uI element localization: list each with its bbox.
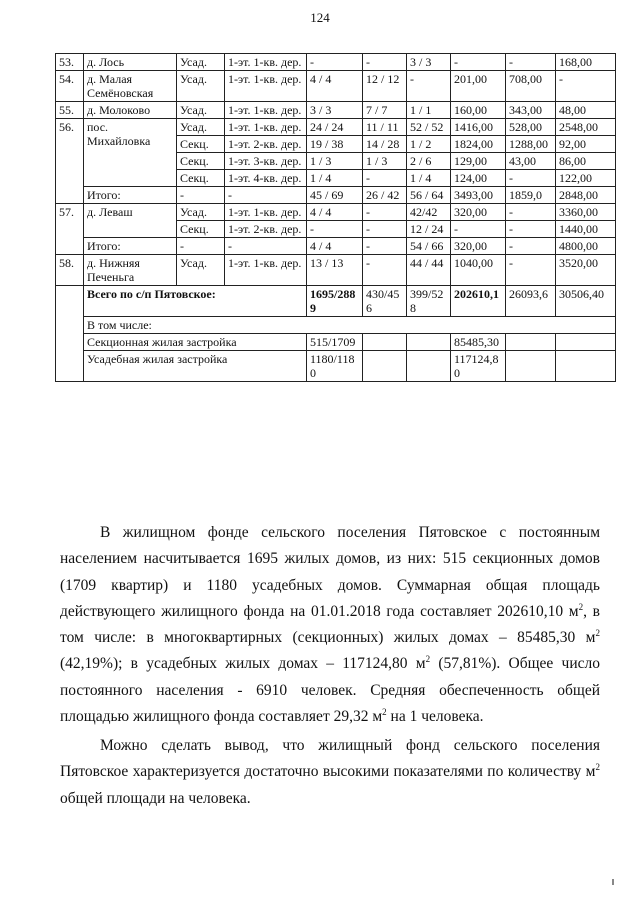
cell-blank [506, 351, 556, 382]
cell-c5: 1288,00 [506, 136, 556, 153]
cell-desc: 1-эт. 2-кв. дер. [225, 221, 307, 238]
cell-c3: 54 / 66 [407, 238, 451, 255]
table-row-subtotal [56, 334, 616, 351]
page-number: 124 [310, 10, 330, 25]
cell-desc: 1-эт. 1-кв. дер. [225, 102, 307, 119]
cell-desc: 1-эт. 2-кв. дер. [225, 136, 307, 153]
cell-c4: 3493,00 [451, 187, 506, 204]
cell-sub-c1: 1180/1180 [307, 351, 363, 382]
cell-desc: 1-эт. 1-кв. дер. [225, 119, 307, 136]
cell-c3: 12 / 24 [407, 221, 451, 238]
cell-desc: - [225, 238, 307, 255]
cell-c5: - [506, 204, 556, 221]
cell-place: Итого: [84, 187, 177, 204]
cell-c3: 52 / 52 [407, 119, 451, 136]
cell-c5: 43,00 [506, 153, 556, 170]
table-row [56, 119, 616, 136]
cell-num: 56. [56, 119, 84, 204]
cell-type: Секц. [177, 136, 225, 153]
cell-sub-c1: 515/1709 [307, 334, 363, 351]
cell-c6: 92,00 [556, 136, 616, 153]
cell-blank [556, 351, 616, 382]
cell-c4: 124,00 [451, 170, 506, 187]
cell-c5: - [506, 238, 556, 255]
cell-type: Усад. [177, 71, 225, 102]
cell-c1: 4 / 4 [307, 71, 363, 102]
cell-desc: 1-эт. 3-кв. дер. [225, 153, 307, 170]
cell-c2: - [363, 54, 407, 71]
cell-desc: 1-эт. 1-кв. дер. [225, 204, 307, 221]
cell-c6: - [556, 71, 616, 102]
cell-type: Секц. [177, 153, 225, 170]
cell-c2: 26 / 42 [363, 187, 407, 204]
cell-c1: 19 / 38 [307, 136, 363, 153]
cell-c5: - [506, 255, 556, 286]
cell-c3: 44 / 44 [407, 255, 451, 286]
table-row [56, 255, 616, 286]
cell-c5: 343,00 [506, 102, 556, 119]
cell-c4: 320,00 [451, 238, 506, 255]
cell-blank [556, 334, 616, 351]
cell-c4: - [451, 221, 506, 238]
cell-c1: 4 / 4 [307, 238, 363, 255]
cell-sub-label: Усадебная жилая застройка [84, 351, 307, 382]
cell-sub-c4: 85485,30 [451, 334, 506, 351]
housing-stock-table [55, 53, 616, 382]
cell-c4: 201,00 [451, 71, 506, 102]
cell-type: Усад. [177, 119, 225, 136]
cell-place: д. Леваш [84, 204, 177, 238]
cell-type: Усад. [177, 204, 225, 221]
cell-c2: - [363, 170, 407, 187]
cell-c1: 13 / 13 [307, 255, 363, 286]
cell-desc: - [225, 187, 307, 204]
cell-num: 58. [56, 255, 84, 286]
cell-c1: - [307, 54, 363, 71]
cell-c2: 14 / 28 [363, 136, 407, 153]
cell-c4: - [451, 54, 506, 71]
cell-c5: 1859,0 [506, 187, 556, 204]
cell-c6: 4800,00 [556, 238, 616, 255]
cell-blank [407, 351, 451, 382]
cell-c3: - [407, 71, 451, 102]
cell-type: - [177, 238, 225, 255]
cell-c3: 56 / 64 [407, 187, 451, 204]
cell-total-c3: 399/528 [407, 286, 451, 317]
table-row [56, 238, 616, 255]
cell-place: Итого: [84, 238, 177, 255]
cell-c4: 1416,00 [451, 119, 506, 136]
cell-num: 54. [56, 71, 84, 102]
cell-type: - [177, 187, 225, 204]
cell-c1: - [307, 221, 363, 238]
cell-c1: 4 / 4 [307, 204, 363, 221]
cell-c2: 1 / 3 [363, 153, 407, 170]
cell-c2: 7 / 7 [363, 102, 407, 119]
cell-c5: 708,00 [506, 71, 556, 102]
cell-c6: 2548,00 [556, 119, 616, 136]
cell-c3: 2 / 6 [407, 153, 451, 170]
cell-place: пос. Михайловка [84, 119, 177, 187]
cell-type: Секц. [177, 221, 225, 238]
table-row-including [56, 317, 616, 334]
cell-sub-c4: 117124,80 [451, 351, 506, 382]
cell-c6: 86,00 [556, 153, 616, 170]
cell-c2: - [363, 204, 407, 221]
cell-desc: 1-эт. 1-кв. дер. [225, 71, 307, 102]
cell-blank [506, 334, 556, 351]
paragraph-housing-summary: В жилищном фонде сельского поселения Пятовское с постоянным населением насчитывается 1695 жилых домов, из них: 515 секционных домов (1709 квартир) и 1180 усадебных домов. Суммарная общая площадь действующего жилищного фонда на 01.01.2018 года составляет 202610,10 $м^2$, в том числе: в многоквартирных (секционных) жилых домах – 85485,30 $м^2$ (42,19%); в усадебных жилых домах – 117124,80 $м^2$ (57,81%). Общее число постоянного населения - 6910 человек. Средняя обеспеченность общей площадью жилищного фонда составляет 29,32 $м^2$ на 1 человека. [60, 524, 600, 726]
cell-total-label: Всего по с/п Пятовское: [84, 286, 307, 317]
paragraph-conclusion: Можно сделать вывод, что жилищный фонд сельского поселения Пятовское характеризуется достаточно высокими показателями по количеству $м^2$ общей площади на человека. [60, 737, 600, 807]
cell-c4: 320,00 [451, 204, 506, 221]
table-row [56, 204, 616, 221]
cell-c6: 122,00 [556, 170, 616, 187]
cell-c6: 3360,00 [556, 204, 616, 221]
cell-c2: - [363, 255, 407, 286]
cell-c6: 3520,00 [556, 255, 616, 286]
cell-total-c6: 30506,40 [556, 286, 616, 317]
cell-place: д. Молоково [84, 102, 177, 119]
cell-c6: 2848,00 [556, 187, 616, 204]
cell-place: д. Малая Семёновская [84, 71, 177, 102]
cell-place: д. Лось [84, 54, 177, 71]
cell-total-c4: 202610,1 [451, 286, 506, 317]
table-row-total [56, 286, 616, 317]
cell-desc: 1-эт. 4-кв. дер. [225, 170, 307, 187]
cell-c2: 11 / 11 [363, 119, 407, 136]
cell-total-c5: 26093,6 [506, 286, 556, 317]
table-row [56, 187, 616, 204]
cell-c2: - [363, 221, 407, 238]
cell-c3: 3 / 3 [407, 54, 451, 71]
table-row-subtotal [56, 351, 616, 382]
cell-place: д. Нижняя Печеньга [84, 255, 177, 286]
cell-c1: 1 / 4 [307, 170, 363, 187]
cell-c1: 24 / 24 [307, 119, 363, 136]
cell-blank [363, 351, 407, 382]
cell-c1: 3 / 3 [307, 102, 363, 119]
cell-c3: 1 / 2 [407, 136, 451, 153]
cell-total-c2: 430/456 [363, 286, 407, 317]
cell-c4: 1040,00 [451, 255, 506, 286]
cell-c1: 45 / 69 [307, 187, 363, 204]
cell-blank [56, 286, 84, 382]
cell-c3: 1 / 1 [407, 102, 451, 119]
cell-c4: 129,00 [451, 153, 506, 170]
cell-type: Секц. [177, 170, 225, 187]
cell-blank [363, 334, 407, 351]
cell-c4: 1824,00 [451, 136, 506, 153]
cell-type: Усад. [177, 255, 225, 286]
cell-total-c1: 1695/2889 [307, 286, 363, 317]
cell-desc: 1-эт. 1-кв. дер. [225, 255, 307, 286]
cell-num: 57. [56, 204, 84, 255]
cell-c3: 42/42 [407, 204, 451, 221]
cell-type: Усад. [177, 102, 225, 119]
cell-blank [407, 334, 451, 351]
cell-c3: 1 / 4 [407, 170, 451, 187]
cell-c5: - [506, 54, 556, 71]
cell-c6: 48,00 [556, 102, 616, 119]
cell-c5: - [506, 221, 556, 238]
cell-c2: - [363, 238, 407, 255]
cell-c1: 1 / 3 [307, 153, 363, 170]
table-row [56, 71, 616, 102]
cell-desc: 1-эт. 1-кв. дер. [225, 54, 307, 71]
cell-c2: 12 / 12 [363, 71, 407, 102]
cell-type: Усад. [177, 54, 225, 71]
cell-c5: 528,00 [506, 119, 556, 136]
cell-num: 55. [56, 102, 84, 119]
cell-num: 53. [56, 54, 84, 71]
cell-c6: 168,00 [556, 54, 616, 71]
scan-mark [612, 879, 614, 885]
cell-c5: - [506, 170, 556, 187]
cell-c4: 160,00 [451, 102, 506, 119]
cell-c6: 1440,00 [556, 221, 616, 238]
cell-sub-label: Секционная жилая застройка [84, 334, 307, 351]
cell-including-label: В том числе: [84, 317, 616, 334]
table-row [56, 102, 616, 119]
table-row [56, 54, 616, 71]
